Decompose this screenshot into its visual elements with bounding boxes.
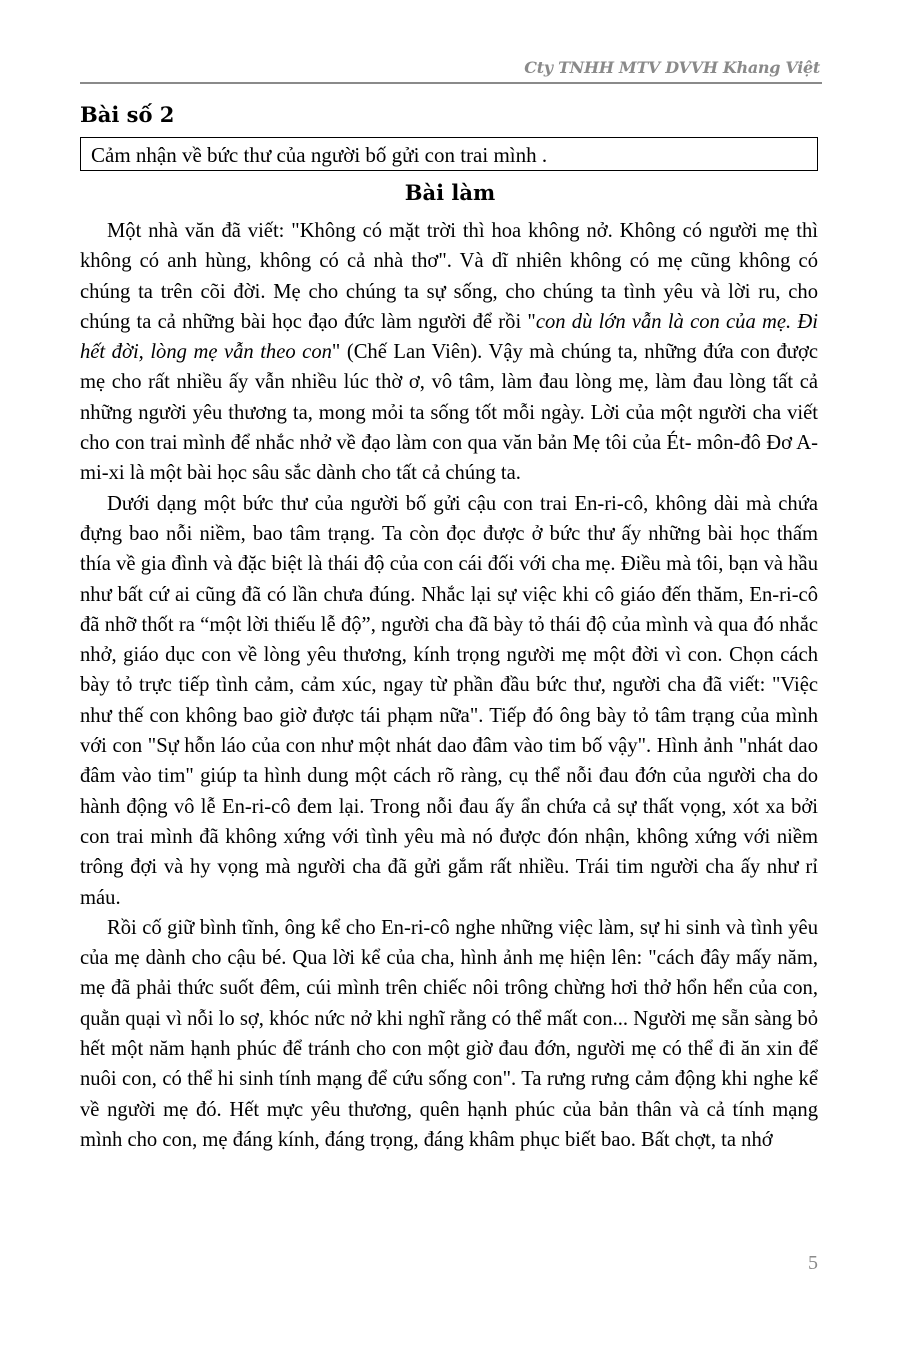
publisher-header: Cty TNHH MTV DVVH Khang Việt xyxy=(524,58,820,77)
essay-body xyxy=(80,216,818,1155)
answer-title: Bài làm xyxy=(404,180,496,205)
page-number: 5 xyxy=(808,1252,818,1274)
paragraph-text: Một nhà văn đã viết: "Không có mặt trời thì hoa không nở. Không có người mẹ thì không có anh hùng, không có cả nhà thơ". Và dĩ nhiên không có mẹ cũng không có chúng ta trên cõi đời. Mẹ cho chúng ta sự sống, cho chúng ta tình yêu và lời ru, cho chúng ta cả những bài học đạo đức làm người để rồi " xyxy=(80,220,818,333)
topic-box: Cảm nhận về bức thư của người bố gửi con trai mình . xyxy=(80,137,818,171)
paragraph-3: Rồi cố giữ bình tĩnh, ông kể cho En-ri-cô nghe những việc làm, sự hi sinh và tình yêu của mẹ dành cho cậu bé. Qua lời kể của cha, hình ảnh mẹ hiện lên: "cách đây mấy năm, mẹ đã phải thức suốt đêm, cúi mình trên chiếc nôi trông chừng hơi thở hổn hển của con, quằn quại vì nỗi lo sợ, khóc nức nở khi nghĩ rằng có thể mất con... Người mẹ sẵn sàng bỏ hết một năm hạnh phúc để tránh cho con một giờ đau đớn, người mẹ có thể đi ăn xin để nuôi con, có thể hi sinh tính mạng để cứu sống con". Ta rưng rưng cảm động khi nghe kể về người mẹ đó. Hết mực yêu thương, quên hạnh phúc của bản thân và cả tính mạng mình cho con, mẹ đáng kính, đáng trọng, đáng khâm phục biết bao. Bất chợt, ta nhớ xyxy=(80,916,818,1151)
paragraph-text: " (Chế Lan Viên). Vậy mà chúng ta, những đứa con được mẹ cho rất nhiều ấy vẫn nhiều lúc thờ ơ, vô tâm, làm đau lòng mẹ, làm đau lòng tất cả những người yêu thương ta, mong mỏi ta sống tốt mỗi ngày. Lời của một người cha viết cho con trai mình để nhắc nhở về đạo làm con qua văn bản Mẹ tôi của Ét- môn-đô Đơ A-mi-xi là một bài học sâu sắc dành cho tất cả chúng ta. xyxy=(80,341,818,485)
paragraph-2: Dưới dạng một bức thư của người bố gửi cậu con trai En-ri-cô, không dài mà chứa đựng bao nỗi niềm, bao tâm trạng. Ta còn đọc được ở bức thư ấy những bài học thấm thía về gia đình và đặc biệt là thái độ của con cái đối với cha mẹ. Điều mà tôi, bạn và hầu như bất cứ ai cũng đã có lần chưa đúng. Nhắc lại sự việc khi cô giáo đến thăm, En-ri-cô đã nhỡ thốt ra “một lời thiếu lễ độ”, người cha đã bày tỏ thái độ của mình và qua đó nhắc nhở, giáo dục con về lòng yêu thương, kính trọng người mẹ một đời vì con. Chọn cách bày tỏ trực tiếp tình cảm, cảm xúc, ngay từ phần đầu bức thư, người cha đã viết: "Việc như thế con không bao giờ được tái phạm nữa". Tiếp đó ông bày tỏ tâm trạng của mình với con "Sự hỗn láo của con như một nhát dao đâm vào tim bố vậy". Hình ảnh "nhát dao đâm vào tim" giúp ta hình dung một cách rõ ràng, cụ thể nỗi đau đớn của người cha do hành động vô lễ En-ri-cô đem lại. Trong nỗi đau ấy ẩn chứa cả sự thất vọng, xót xa bởi con trai mình đã không xứng với tình yêu mà nó được đón nhận, không xứng với niềm trông đợi và hy vọng mà người cha đã gửi gắm rất nhiều. Trái tim người cha ấy như rỉ máu. xyxy=(80,492,818,909)
header-divider xyxy=(80,82,822,84)
lesson-title: Bài số 2 xyxy=(80,102,175,127)
poem-quote: con dù lớn vẫn là con của mẹ. Đi hết đời, lòng mẹ vẫn theo con xyxy=(80,310,818,364)
paragraph-1 xyxy=(80,216,818,489)
